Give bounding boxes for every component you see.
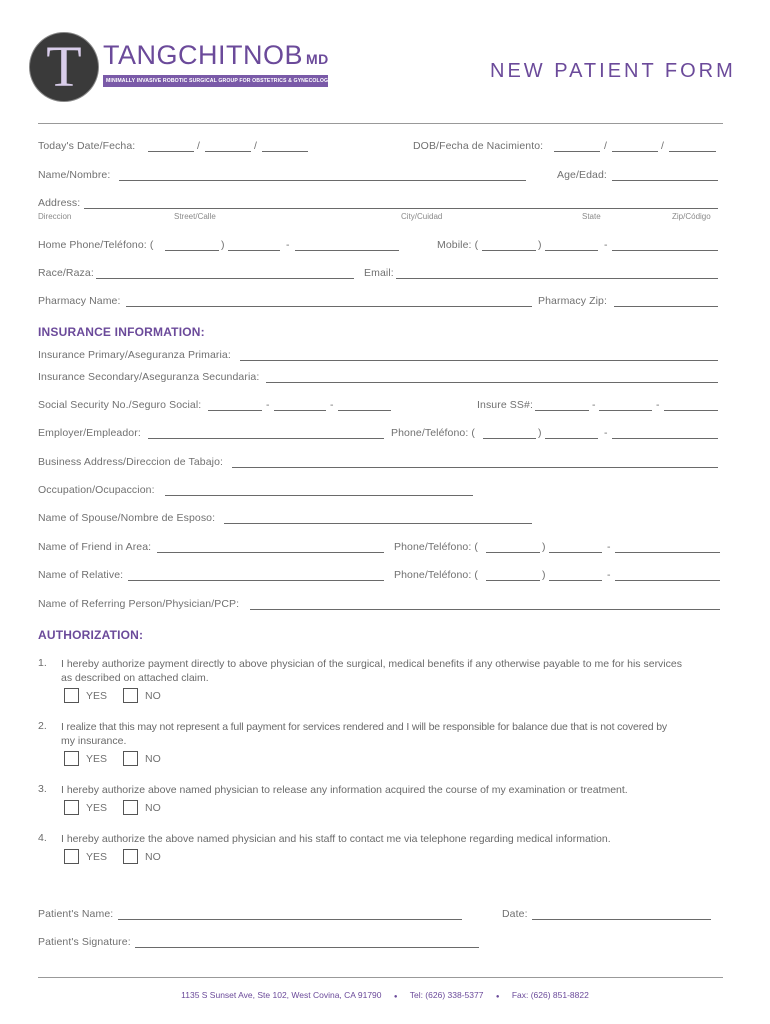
sign-date-label: Date:: [502, 908, 528, 920]
home-phone-line-input[interactable]: [295, 238, 399, 251]
auth-4-number: 4.: [38, 832, 47, 844]
footer-address: 1135 S Sunset Ave, Ste 102, West Covina, CA 91790: [181, 990, 382, 1000]
employer-phone-paren: ): [538, 427, 542, 439]
header-divider: [38, 123, 723, 124]
insure-ss-part1-input[interactable]: [535, 398, 589, 411]
patient-name-input[interactable]: [118, 907, 462, 920]
email-input[interactable]: [396, 266, 718, 279]
address-sub-street: Street/Calle: [174, 212, 216, 221]
ssn-part1-input[interactable]: [208, 398, 262, 411]
auth-1-line1: I hereby authorize payment directly to above physician of the surgical, medical benefits if any otherwise payable to me for his services: [61, 658, 682, 670]
pharmacy-name-input[interactable]: [126, 294, 532, 307]
brand-tagline: MINIMALLY INVASIVE ROBOTIC SURGICAL GROUP FOR OBSTETRICS & GYNECOLOGY: [106, 78, 332, 84]
patient-signature-label: Patient's Signature:: [38, 936, 131, 948]
form-title: NEW PATIENT FORM: [490, 60, 736, 82]
date-year-input[interactable]: [262, 139, 308, 152]
auth-3-yes-checkbox[interactable]: [64, 800, 79, 815]
mobile-area-input[interactable]: [482, 238, 536, 251]
auth-3-yes-label: YES: [86, 802, 108, 814]
mobile-line-input[interactable]: [612, 238, 718, 251]
address-input[interactable]: [84, 196, 718, 209]
insure-ss-part2-input[interactable]: [599, 398, 652, 411]
referring-input[interactable]: [250, 597, 720, 610]
auth-1-no-label: NO: [145, 690, 161, 702]
ssn-part2-input[interactable]: [274, 398, 326, 411]
employer-label: Employer/Empleador:: [38, 427, 141, 439]
relative-phone-line-input[interactable]: [615, 568, 720, 581]
friend-phone-paren: ): [542, 541, 546, 553]
auth-1-yes-checkbox[interactable]: [64, 688, 79, 703]
race-input[interactable]: [96, 266, 354, 279]
insurance-primary-input[interactable]: [240, 348, 718, 361]
relative-phone-label: Phone/Teléfono: (: [394, 569, 479, 581]
dob-day-input[interactable]: [612, 139, 658, 152]
occupation-label: Occupation/Ocupaccion:: [38, 484, 155, 496]
relative-input[interactable]: [128, 568, 384, 581]
address-label: Address:: [38, 197, 81, 209]
patient-signature-input[interactable]: [135, 935, 479, 948]
relative-phone-paren: ): [542, 569, 546, 581]
auth-1-yes-label: YES: [86, 690, 108, 702]
date-day-input[interactable]: [205, 139, 251, 152]
friend-phone-area-input[interactable]: [486, 540, 540, 553]
insure-ss-part3-input[interactable]: [664, 398, 718, 411]
brand-name: TANGCHITNOB: [103, 40, 303, 70]
ssn-dash-2: -: [330, 399, 334, 411]
name-label: Name/Nombre:: [38, 169, 111, 181]
employer-phone-area-input[interactable]: [483, 426, 536, 439]
home-phone-label: Home Phone/Teléfono: (: [38, 239, 154, 251]
auth-3-no-label: NO: [145, 802, 161, 814]
business-address-input[interactable]: [232, 455, 718, 468]
home-phone-area-input[interactable]: [165, 238, 219, 251]
auth-1-line2: as described on attached claim.: [61, 672, 209, 684]
auth-2-text: [61, 720, 731, 748]
auth-1-no-checkbox[interactable]: [123, 688, 138, 703]
spouse-label: Name of Spouse/Nombre de Esposo:: [38, 512, 216, 524]
auth-2-yes-checkbox[interactable]: [64, 751, 79, 766]
auth-2-no-checkbox[interactable]: [123, 751, 138, 766]
address-sub-direccion: Direccion: [38, 212, 72, 221]
auth-2-yes-label: YES: [86, 753, 108, 765]
dob-label: DOB/Fecha de Nacimiento:: [413, 140, 544, 152]
mobile-label: Mobile: (: [437, 239, 479, 251]
business-address-label: Business Address/Direccion de Tabajo:: [38, 456, 224, 468]
footer-fax: Fax: (626) 851-8822: [511, 990, 589, 1000]
auth-3-number: 3.: [38, 783, 47, 795]
mobile-paren: ): [538, 239, 542, 251]
relative-phone-prefix-input[interactable]: [549, 568, 602, 581]
mobile-dash: -: [604, 239, 608, 251]
friend-phone-label: Phone/Teléfono: (: [394, 541, 479, 553]
dob-slash-1: /: [604, 140, 608, 152]
auth-4-yes-checkbox[interactable]: [64, 849, 79, 864]
dob-slash-2: /: [661, 140, 665, 152]
home-phone-dash: -: [286, 239, 290, 251]
footer-divider: [38, 977, 723, 978]
insure-ss-dash-2: -: [656, 399, 660, 411]
auth-4-no-label: NO: [145, 851, 161, 863]
dob-year-input[interactable]: [669, 139, 716, 152]
date-slash-1: /: [197, 140, 201, 152]
address-sub-state: State: [582, 212, 601, 221]
employer-phone-line-input[interactable]: [612, 426, 718, 439]
employer-phone-label: Phone/Teléfono: (: [391, 427, 476, 439]
patient-name-label: Patient's Name:: [38, 908, 114, 920]
employer-phone-prefix-input[interactable]: [545, 426, 598, 439]
insurance-heading: INSURANCE INFORMATION:: [38, 325, 205, 339]
auth-2-line1: I realize that this may not represent a full payment for services rendered and I will be responsible for balance due that is not covered by: [61, 721, 667, 733]
footer-tel: Tel: (626) 338-5377: [409, 990, 484, 1000]
employer-input[interactable]: [148, 426, 384, 439]
insure-ss-label: Insure SS#:: [477, 399, 533, 411]
brand-suffix: MD: [306, 51, 329, 67]
spouse-input[interactable]: [224, 511, 532, 524]
insurance-primary-label: Insurance Primary/Aseguranza Primaria:: [38, 349, 231, 361]
address-sub-city: City/Cuidad: [401, 212, 443, 221]
race-label: Race/Raza:: [38, 267, 94, 279]
relative-phone-area-input[interactable]: [486, 568, 540, 581]
friend-phone-line-input[interactable]: [615, 540, 720, 553]
todays-date-label: Today's Date/Fecha:: [38, 140, 136, 152]
home-phone-prefix-input[interactable]: [228, 238, 280, 251]
age-label: Age/Edad:: [557, 169, 607, 181]
occupation-input[interactable]: [165, 483, 473, 496]
logo-letter: T: [46, 34, 82, 99]
logo-circle: [30, 33, 98, 101]
mobile-prefix-input[interactable]: [545, 238, 598, 251]
address-sub-zip: Zip/Código: [672, 212, 711, 221]
pharmacy-zip-label: Pharmacy Zip:: [538, 295, 607, 307]
ssn-part3-input[interactable]: [338, 398, 391, 411]
footer-bullet-1: ●: [393, 994, 398, 1000]
name-input[interactable]: [119, 168, 526, 181]
friend-label: Name of Friend in Area:: [38, 541, 152, 553]
date-month-input[interactable]: [148, 139, 194, 152]
pharmacy-zip-input[interactable]: [614, 294, 718, 307]
auth-4-text: I hereby authorize the above named physician and his staff to contact me via telephone regarding medical information.: [61, 833, 611, 845]
relative-phone-dash: -: [607, 569, 611, 581]
age-input[interactable]: [612, 168, 718, 181]
authorization-heading: AUTHORIZATION:: [38, 628, 144, 642]
auth-4-yes-label: YES: [86, 851, 108, 863]
home-phone-paren: ): [221, 239, 225, 251]
brand-tagline-bar: [103, 75, 332, 87]
auth-2-line2: my insurance.: [61, 735, 127, 747]
friend-phone-dash: -: [607, 541, 611, 553]
relative-label: Name of Relative:: [38, 569, 124, 581]
employer-phone-dash: -: [604, 427, 608, 439]
friend-phone-prefix-input[interactable]: [549, 540, 602, 553]
pharmacy-name-label: Pharmacy Name:: [38, 295, 121, 307]
auth-2-no-label: NO: [145, 753, 161, 765]
insure-ss-dash-1: -: [592, 399, 596, 411]
auth-2-number: 2.: [38, 720, 47, 732]
friend-input[interactable]: [157, 540, 384, 553]
footer: [0, 990, 770, 1000]
auth-1-number: 1.: [38, 657, 47, 669]
email-label: Email:: [364, 267, 394, 279]
footer-bullet-2: ●: [495, 994, 500, 1000]
insurance-secondary-input[interactable]: [266, 370, 718, 383]
dob-month-input[interactable]: [554, 139, 600, 152]
ssn-label: Social Security No./Seguro Social:: [38, 399, 202, 411]
auth-3-text: I hereby authorize above named physician to release any information acquired the course of my examination or treatment.: [61, 784, 628, 796]
referring-label: Name of Referring Person/Physician/PCP:: [38, 598, 240, 610]
ssn-dash-1: -: [266, 399, 270, 411]
auth-1-text: [61, 657, 731, 685]
date-slash-2: /: [254, 140, 258, 152]
sign-date-input[interactable]: [532, 907, 711, 920]
auth-3-no-checkbox[interactable]: [123, 800, 138, 815]
auth-4-no-checkbox[interactable]: [123, 849, 138, 864]
insurance-secondary-label: Insurance Secondary/Aseguranza Secundaria:: [38, 371, 260, 383]
